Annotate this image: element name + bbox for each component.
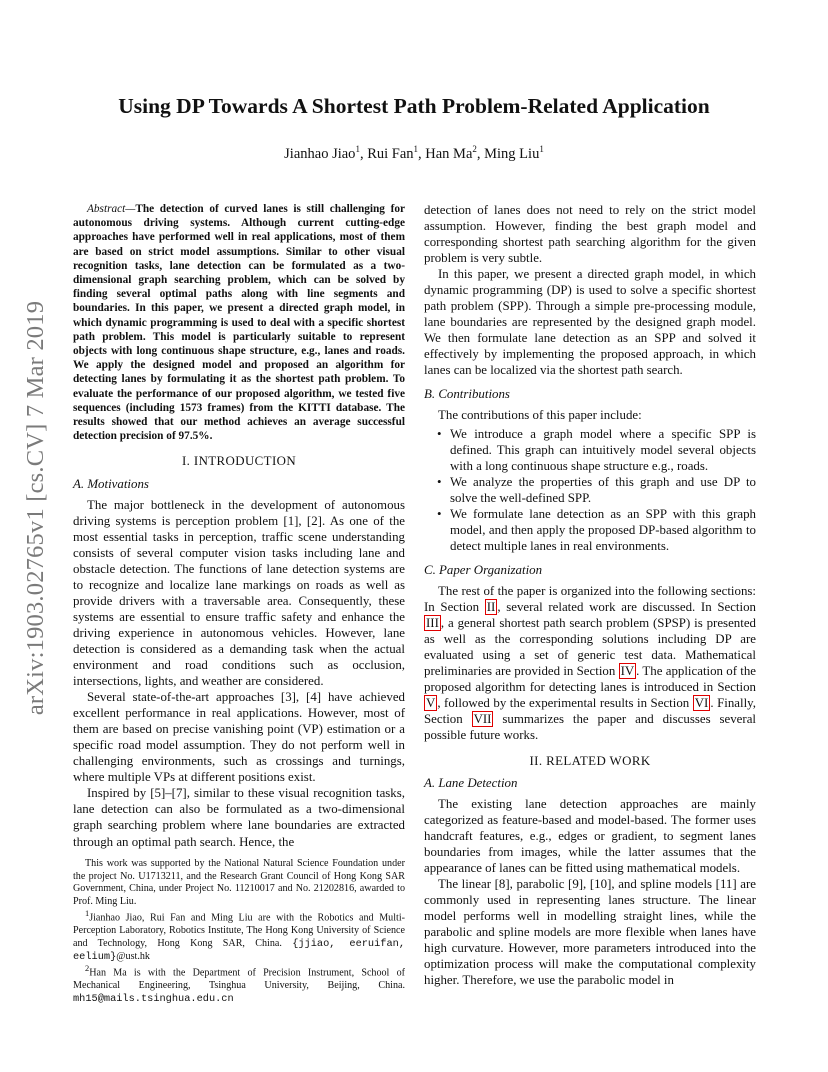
footnote-text: Han Ma is with the Department of Precision Instrument, School of Mechanical Engineering, Tsinghua University, Beijing, China. [73, 967, 405, 992]
section-heading-introduction: I. INTRODUCTION [181, 454, 297, 469]
paragraph: The linear [8], parabolic [9], [10], and spline models [11] are commonly used in representing lanes structure. The linear model performs well in modelling straight lines, while the parabolic and spline models are more flexible when lanes have high curvature. However, more parameters introduced into the optimization process will make the computational complexity higher. Therefore, we use the parabolic model in [424, 876, 756, 988]
author-affiliation: 1 [355, 144, 360, 154]
subsection-heading-contributions: B. Contributions [424, 386, 510, 401]
contribution-list [424, 426, 756, 554]
author-name: Jianhao Jiao [284, 145, 356, 162]
section-link-vii[interactable]: VII [473, 712, 492, 727]
footnote-email: {jjiao, eeruifan, eelium} [73, 937, 406, 963]
abstract-lead: Abstract— [87, 203, 136, 215]
text-run: , a general shortest path search problem (SPSP) is presented as well as the corresponding solutions including DP are evaluated using a set of generic test data. Mathematical preliminaries are provided in Section [424, 616, 756, 679]
abstract [73, 202, 405, 443]
text-run: . Finally, Section [424, 696, 756, 727]
arxiv-stamp-text: arXiv:1903.02765v1 [cs.CV] 7 Mar 2019 [22, 300, 50, 716]
subsection-heading-motivations: A. Motivations [73, 476, 149, 491]
section-heading-related-work: II. RELATED WORK [529, 753, 651, 768]
section-link-vi[interactable]: VI [694, 696, 709, 711]
left-column [73, 202, 405, 850]
footnote-mark: 1 [85, 909, 90, 919]
text-run: The rest of the paper is organized into the following sections: In Section [424, 584, 756, 615]
subsection-heading-lane-detection: A. Lane Detection [424, 775, 518, 790]
paragraph-organization [424, 583, 756, 743]
section-link-iv[interactable]: IV [620, 664, 635, 679]
list-item: • We formulate lane detection as an SPP with this graph model, and then apply the proposed DP-based algorithm to detect multiple lanes in real environments. [437, 506, 756, 554]
footnote-text: Jianhao Jiao, Rui Fan and Ming Liu are with the Robotics and Multi-Perception Laboratory, Robotics Institute, The Hong Kong University of Science and Technology, Hong Kong SAR, China. [73, 912, 405, 949]
footnote-mark: 2 [85, 964, 90, 974]
right-column [424, 202, 756, 988]
author-affiliation: 1 [539, 144, 544, 154]
section-link-iii[interactable]: III [426, 616, 439, 631]
list-item: • We introduce a graph model where a specific SPP is defined. This graph can intuitively model several objects with a long continuous shape structure e.g., roads. [437, 426, 756, 474]
author-name: Han Ma [425, 145, 473, 162]
footnote-2 [73, 963, 405, 1005]
footnote-email: mh15@mails.tsinghua.edu.cn [73, 992, 234, 1005]
paragraph: The major bottleneck in the development of autonomous driving systems is perception problem [1], [2]. As one of the most essential tasks in perception, traffic scene understanding consists of several computer vision tasks including lane and obstacle detection. The functions of lane detection systems are to recognize and localize lane markings on roads as well as provide drivers with a traversable area. Consequently, these systems are essential to ensure traffic safety and enhance the driving experience in autonomous vehicles. However, lane detection is considered as a demanding task when the actual environment and road conditions such as occlusion, intersections, lights, and weather are considered. [73, 497, 405, 689]
author-name: Ming Liu [484, 145, 540, 162]
paragraph: Inspired by [5]–[7], similar to these visual recognition tasks, lane detection can also be formulated as a two-dimensional graph searching problem where lane boundaries are extracted through an optimal path search. Hence, the [73, 786, 405, 849]
list-item: • We analyze the properties of this graph and use DP to solve the well-defined SPP. [437, 474, 756, 506]
author-name: Rui Fan [367, 145, 414, 162]
arxiv-stamp [14, 258, 58, 758]
paragraph: detection of lanes does not need to rely on the strict model assumption. However, finding the best graph model and corresponding shortest path searching algorithm for the given problem is very subtle. [424, 203, 756, 266]
footnote-email-domain: @ust.hk [116, 950, 150, 962]
author-affiliation: 1 [413, 144, 419, 154]
text-run: . The application of the proposed algorithm for detecting lanes is introduced in Section [424, 664, 756, 695]
section-link-ii[interactable]: II [486, 600, 496, 615]
paragraph: Several state-of-the-art approaches [3], [4] have achieved excellent performance in real applications. However, most of them are based on precise vanishing point (VP) estimation or a specific road model assumption. They do not perform well in challenging environments, such as crossings and turnings, where multiple VPs at different positions exist. [73, 690, 405, 785]
section-link-v[interactable]: V [426, 696, 436, 711]
footnote-funding: This work was supported by the National Natural Science Foundation under the project No. U1713211, and the Research Grant Council of Hong Kong SAR Government, China, under Project No. 11210017 and No. 21202816, awarded to Prof. Ming Liu. [73, 858, 405, 907]
footnote-1 [73, 908, 405, 963]
text-run: , several related work are discussed. In Section [497, 600, 756, 615]
author-list: Jianhao Jiao$^1$, Rui Fan$^1$, Han Ma$^2$, Ming Liu$^1$ [284, 144, 544, 162]
subsection-heading-organization: C. Paper Organization [424, 562, 543, 577]
paragraph: The contributions of this paper include: [438, 407, 642, 422]
paragraph: The existing lane detection approaches are mainly categorized as feature-based and model-based. The former uses handcraft features, e.g., edges or gradient, to segment lanes boundaries from images, while the latter assumes that the appearance of lanes can be fitted using mathematical models. [424, 796, 756, 875]
abstract-text: The detection of curved lanes is still challenging for autonomous driving systems. Although current cutting-edge approaches have performed well in real applications, most of them are based on strict model assumptions. Similar to other visual recognition tasks, lane detection can be formulated as a two-dimensional graph searching problem, which can be solved by finding several optimal paths along with line segments and boundaries. In this paper, we present a directed graph model, in which dynamic programming is used to deal with a specific shortest path problem. This model is particularly suitable to represent objects with long continuous shape structure, e.g., lanes and roads. We apply the designed model and proposed an algorithm for detecting lanes by formulating it as the shortest path problem. To evaluate the performance of our proposed algorithm, we tested five sequences (including 1573 frames) from the KITTI database. The results showed that our method achieves an average successful detection precision of 97.5%. [73, 203, 405, 443]
paragraph: In this paper, we present a directed graph model, in which dynamic programming (DP) is used to solve a specific shortest path problem (SPP). Through a simple pre-processing module, lane boundaries are represented by the designed graph model. We then formulate lane detection as an SPP and solved it effectively by implementing the proposed approach, in which lanes can be localized via the shortest path search. [424, 267, 756, 378]
author-affiliation: 2 [472, 144, 477, 154]
text-run: summarizes the paper and discusses several possible future works. [424, 712, 756, 743]
paper-title: Using DP Towards A Shortest Path Problem-Related Application [118, 94, 710, 118]
footnotes [73, 858, 405, 1005]
text-run: , followed by the experimental results in Section [437, 696, 693, 711]
